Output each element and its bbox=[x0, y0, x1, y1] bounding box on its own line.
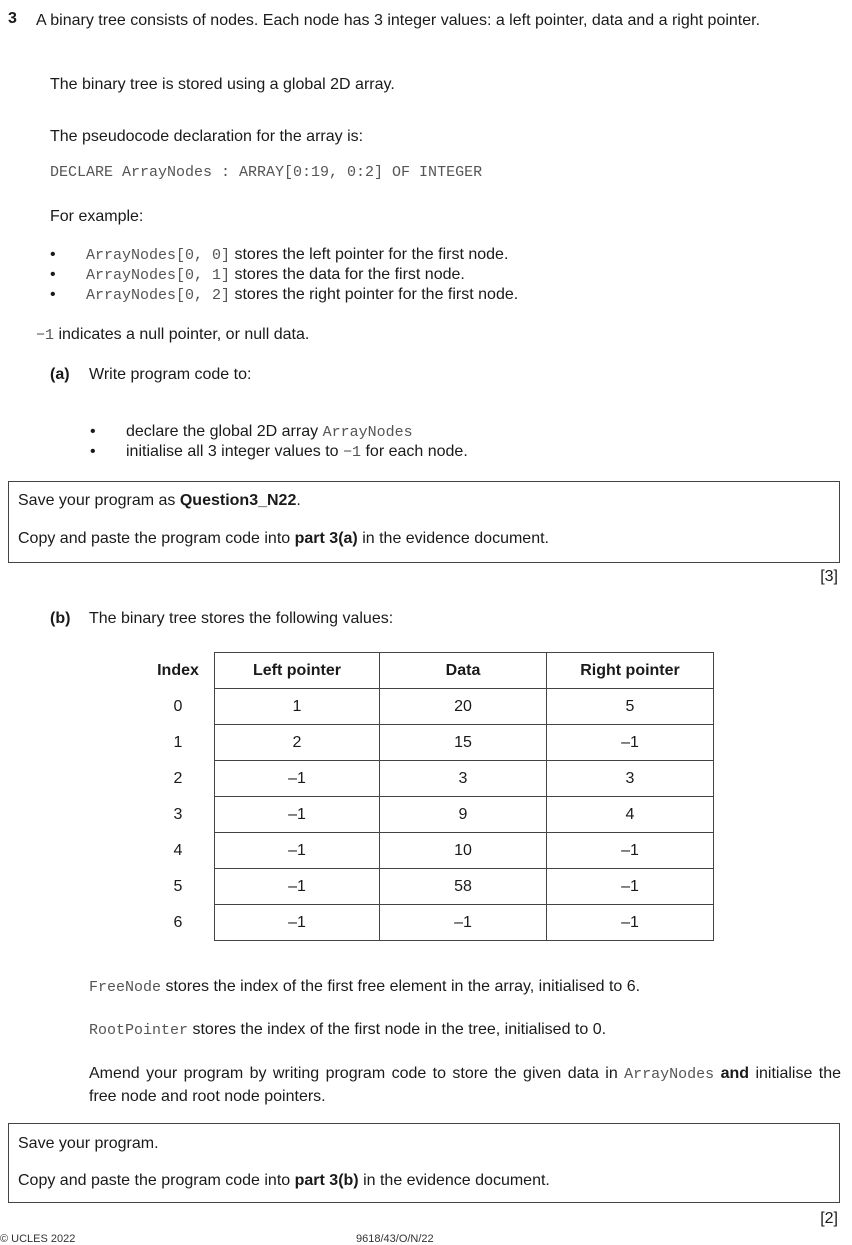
example-text: stores the left pointer for the first node. bbox=[230, 246, 509, 263]
part-b-prompt: The binary tree stores the following values: bbox=[89, 610, 394, 627]
cell-index: 6 bbox=[173, 913, 183, 931]
cell-right: –1 bbox=[547, 905, 714, 941]
cell-data: 3 bbox=[380, 761, 547, 797]
bullet-icon: • bbox=[50, 286, 56, 303]
declaration-intro: The pseudocode declaration for the array is: bbox=[50, 128, 364, 145]
null-text: indicates a null pointer, or null data. bbox=[54, 326, 310, 343]
part-a-list bbox=[90, 422, 790, 466]
question-intro: A binary tree consists of nodes. Each node has 3 integer values: a left pointer, data and a right pointer. bbox=[36, 12, 761, 29]
code-ref: ArrayNodes[0, 2] bbox=[86, 287, 231, 304]
declaration-code: DECLARE ArrayNodes : ARRAY[0:19, 0:2] OF INTEGER bbox=[50, 164, 483, 181]
example-list bbox=[50, 245, 830, 309]
table-row bbox=[142, 869, 714, 905]
table-row bbox=[142, 725, 714, 761]
instruction-text: in the evidence document. bbox=[358, 1172, 550, 1189]
example-text: stores the right pointer for the first node. bbox=[230, 286, 519, 303]
table-row bbox=[142, 905, 714, 941]
code-ref: −1 bbox=[343, 444, 362, 461]
cell-left: –1 bbox=[215, 761, 380, 797]
binary-tree-table bbox=[142, 652, 714, 941]
freenode-note bbox=[89, 978, 640, 996]
cell-data: –1 bbox=[380, 905, 547, 941]
instruction-text: Copy and paste the program code into bbox=[18, 530, 295, 547]
table-row bbox=[142, 833, 714, 869]
rootpointer-note bbox=[89, 1021, 606, 1039]
footer-code: 9618/43/O/N/22 bbox=[356, 1233, 434, 1245]
cell-data: 9 bbox=[380, 797, 547, 833]
code-ref: RootPointer bbox=[89, 1022, 189, 1039]
cell-right: 3 bbox=[547, 761, 714, 797]
instruction-text: in the evidence document. bbox=[357, 530, 549, 547]
bullet-icon: • bbox=[90, 443, 96, 460]
cell-index: 1 bbox=[173, 733, 183, 751]
instruction-box-a bbox=[8, 481, 840, 563]
instruction-text: Save your program as bbox=[18, 492, 180, 509]
emphasis: and bbox=[720, 1065, 750, 1082]
header-data: Data bbox=[380, 653, 547, 689]
table-row bbox=[142, 761, 714, 797]
cell-left: 2 bbox=[215, 725, 380, 761]
rootpointer-text: stores the index of the first node in the tree, initialised to 0. bbox=[188, 1021, 607, 1038]
bullet-tail: for each node. bbox=[361, 443, 468, 460]
bullet-icon: • bbox=[50, 266, 56, 283]
part-a-label: (a) bbox=[50, 366, 70, 383]
save-instruction bbox=[18, 492, 301, 510]
example-text: stores the data for the first node. bbox=[230, 266, 465, 283]
freenode-text: stores the index of the first free element in the array, initialised to 6. bbox=[161, 978, 641, 995]
marks-b: [2] bbox=[820, 1210, 838, 1227]
cell-right: –1 bbox=[547, 833, 714, 869]
amend-text: initialise the free node and root node pointers. bbox=[89, 1065, 842, 1105]
code-ref: ArrayNodes bbox=[322, 424, 413, 441]
evidence-part: part 3(a) bbox=[294, 530, 358, 547]
cell-left: –1 bbox=[215, 833, 380, 869]
cell-right: –1 bbox=[547, 869, 714, 905]
cell-left: 1 bbox=[215, 689, 380, 725]
bullet-icon: • bbox=[90, 423, 96, 440]
instruction-box-b bbox=[8, 1123, 840, 1203]
cell-left: –1 bbox=[215, 869, 380, 905]
table-row bbox=[142, 797, 714, 833]
cell-right: –1 bbox=[547, 725, 714, 761]
question-number: 3 bbox=[8, 10, 17, 27]
cell-right: 5 bbox=[547, 689, 714, 725]
code-ref: FreeNode bbox=[89, 979, 162, 996]
cell-data: 10 bbox=[380, 833, 547, 869]
table-row bbox=[142, 689, 714, 725]
cell-data: 15 bbox=[380, 725, 547, 761]
amend-text: Amend your program by writing program code to store the given data in bbox=[89, 1065, 625, 1082]
footer-copyright: © UCLES 2022 bbox=[0, 1233, 76, 1245]
null-code: −1 bbox=[36, 327, 55, 344]
copy-instruction bbox=[18, 530, 549, 548]
marks-a: [3] bbox=[820, 568, 838, 585]
code-ref: ArrayNodes bbox=[624, 1066, 715, 1083]
filename: Question3_N22 bbox=[179, 492, 297, 509]
bullet-text: declare the global 2D array bbox=[126, 423, 323, 440]
cell-right: 4 bbox=[547, 797, 714, 833]
cell-index: 4 bbox=[173, 841, 183, 859]
header-right-pointer: Right pointer bbox=[547, 653, 714, 689]
part-b-label: (b) bbox=[50, 610, 71, 627]
cell-left: –1 bbox=[215, 797, 380, 833]
save-instruction: Save your program. bbox=[18, 1135, 159, 1152]
instruction-text: Copy and paste the program code into bbox=[18, 1172, 295, 1189]
cell-index: 3 bbox=[173, 805, 183, 823]
storage-text: The binary tree is stored using a global 2D array. bbox=[50, 76, 395, 93]
copy-instruction bbox=[18, 1172, 550, 1190]
code-ref: ArrayNodes[0, 0] bbox=[86, 247, 231, 264]
cell-index: 0 bbox=[173, 697, 183, 715]
cell-data: 20 bbox=[380, 689, 547, 725]
null-note bbox=[36, 326, 309, 344]
cell-index: 2 bbox=[173, 769, 183, 787]
header-index: Index bbox=[157, 661, 199, 679]
cell-index: 5 bbox=[173, 877, 183, 895]
table-header-row bbox=[142, 653, 714, 689]
example-intro: For example: bbox=[50, 208, 144, 225]
header-left-pointer: Left pointer bbox=[215, 653, 380, 689]
bullet-icon: • bbox=[50, 246, 56, 263]
part-a-prompt: Write program code to: bbox=[89, 366, 252, 383]
code-ref: ArrayNodes[0, 1] bbox=[86, 267, 231, 284]
cell-left: –1 bbox=[215, 905, 380, 941]
bullet-text: initialise all 3 integer values to bbox=[126, 443, 344, 460]
cell-data: 58 bbox=[380, 869, 547, 905]
instruction-text: . bbox=[296, 492, 301, 509]
evidence-part: part 3(b) bbox=[294, 1172, 359, 1189]
amend-instruction bbox=[89, 1063, 841, 1108]
